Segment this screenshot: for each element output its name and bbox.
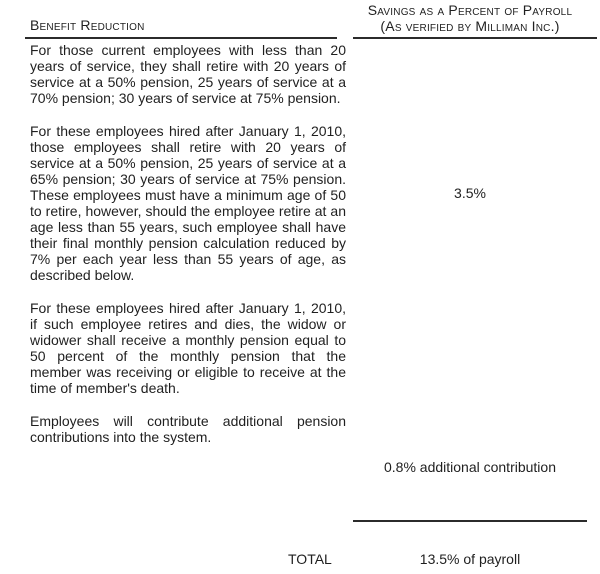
total-separator-rule (353, 520, 587, 522)
benefit-paragraph-additional-contributions: Employees will contribute additional pension contributions into the system. (30, 413, 346, 445)
savings-header-underline (353, 37, 597, 39)
savings-header (345, 2, 595, 34)
savings-value-retirement: 3.5% (454, 185, 486, 201)
total-label: TOTAL (288, 551, 332, 567)
savings-header-line2: (As verified by Milliman Inc.) (380, 18, 560, 34)
savings-header-line1: Savings as a Percent of Payroll (367, 2, 573, 18)
benefit-reduction-header: Benefit Reduction (30, 17, 145, 33)
savings-value-contribution: 0.8% additional contribution (383, 459, 556, 475)
benefit-paragraph-widow-pension: For these employees hired after January 1, 2010, if such employee retires and dies, the widow or widower shall receive a monthly pension equal to 50 percent of the monthly pension that the member was receiving or eligible to receive at the time of member's death. (30, 300, 346, 396)
benefit-header-underline (25, 37, 337, 39)
benefit-paragraph-hired-after-2010-retirement: For these employees hired after January 1, 2010, those employees shall retire with 20 years of service at a 50% pension, 25 years of service at a 65% pension; 30 years of service at 75% pension. These employees must have a minimum age of 50 to retire, however, should the employee retire at an age less than 55 years, such employee shall have their final monthly pension calculation reduced by 7% per each year less than 55 years of age, as described below. (30, 123, 346, 283)
total-value: 13.5% of payroll (419, 551, 521, 567)
benefit-paragraphs (30, 42, 346, 462)
benefit-paragraph-current-employees: For those current employees with less than 20 years of service, they shall retire with 20 years of service at a 50% pension, 25 years of service at a 70% pension; 30 years of service at 75% pension. (30, 42, 346, 106)
